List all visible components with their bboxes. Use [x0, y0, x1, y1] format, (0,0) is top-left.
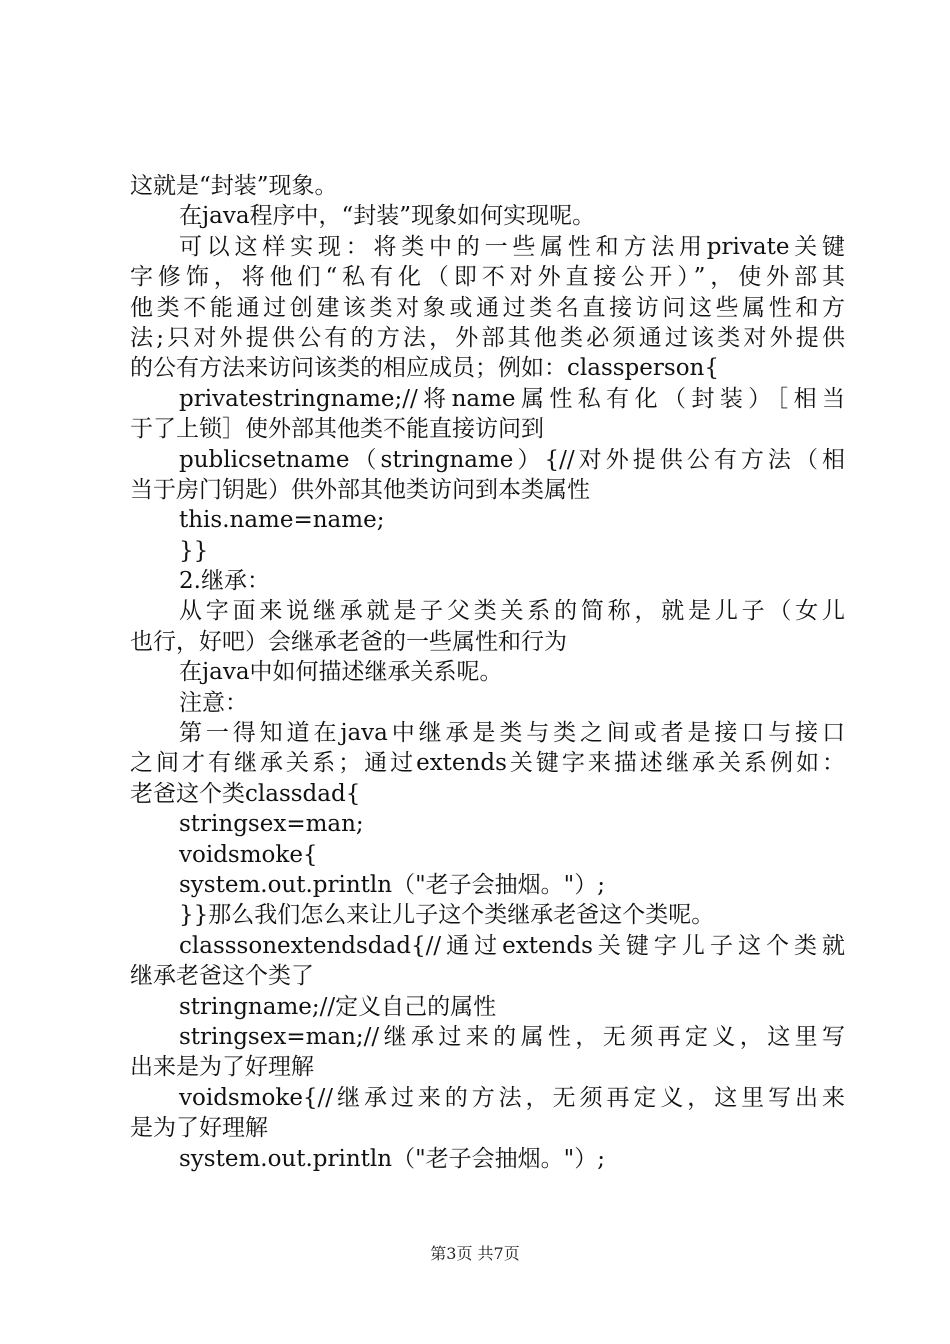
text-line: 继承老爸这个类了 [130, 963, 314, 990]
text-line: system.out.println（"老子会抽烟。"）; [179, 871, 605, 898]
text-line: 之间才有继承关系；通过extends关键字来描述继承关系例如： [130, 750, 845, 777]
text-line: this.name=name; [179, 507, 385, 534]
text-line: 的公有方法来访问该类的相应成员；例如：classperson{ [130, 355, 719, 382]
page-footer: 第3页 共7页 [430, 1244, 520, 1263]
text-line: voidsmoke{ [179, 841, 318, 868]
text-line: 在java程序中，“封装”现象如何实现呢。 [179, 203, 596, 230]
text-line: 当于房门钥匙）供外部其他类访问到本类属性 [130, 476, 590, 503]
text-line: 他类不能通过创建该类对象或通过类名直接访问这些属性和方 [130, 294, 845, 321]
text-line: 这就是“封装”现象。 [130, 173, 338, 199]
text-line: 是为了好理解 [130, 1115, 268, 1142]
text-line: 可以这样实现：将类中的一些属性和方法用private关键 [179, 233, 845, 260]
text-line: voidsmoke{//继承过来的方法，无须再定义，这里写出来 [179, 1084, 845, 1111]
text-line: 出来是为了好理解 [130, 1054, 314, 1081]
text-line: 老爸这个类classdad{ [130, 780, 361, 807]
text-line: stringsex=man;//继承过来的属性，无须再定义，这里写 [179, 1023, 845, 1050]
text-line: stringsex=man; [179, 811, 364, 838]
text-line: stringname;//定义自己的属性 [179, 993, 497, 1020]
text-line: classsonextendsdad{//通过extends关键字儿子这个类就 [179, 932, 845, 959]
text-line: }}那么我们怎么来让儿子这个类继承老爸这个类呢。 [179, 902, 715, 929]
text-line: privatestringname;//将name属性私有化（封装）［相当 [179, 385, 845, 412]
text-line: publicsetname（stringname）{//对外提供公有方法（相 [179, 446, 845, 473]
text-line: }} [179, 537, 209, 564]
text-line: 2.继承： [179, 568, 270, 595]
text-line: 法;只对外提供公有的方法，外部其他类必须通过该类对外提供 [130, 324, 845, 351]
text-line: 字修饰，将他们“私有化（即不对外直接公开）”，使外部其 [130, 264, 845, 291]
text-line: 也行，好吧）会继承老爸的一些属性和行为 [130, 628, 567, 655]
text-line: system.out.println（"老子会抽烟。"）; [179, 1145, 605, 1172]
text-line: 在java中如何描述继承关系呢。 [179, 659, 503, 686]
text-line: 第一得知道在java中继承是类与类之间或者是接口与接口 [179, 720, 845, 747]
text-line: 从字面来说继承就是子父类关系的简称，就是儿子（女儿 [179, 598, 845, 625]
text-line: 注意： [179, 689, 248, 716]
text-line: 于了上锁］使外部其他类不能直接访问到 [130, 416, 544, 443]
document-body [130, 171, 845, 1174]
